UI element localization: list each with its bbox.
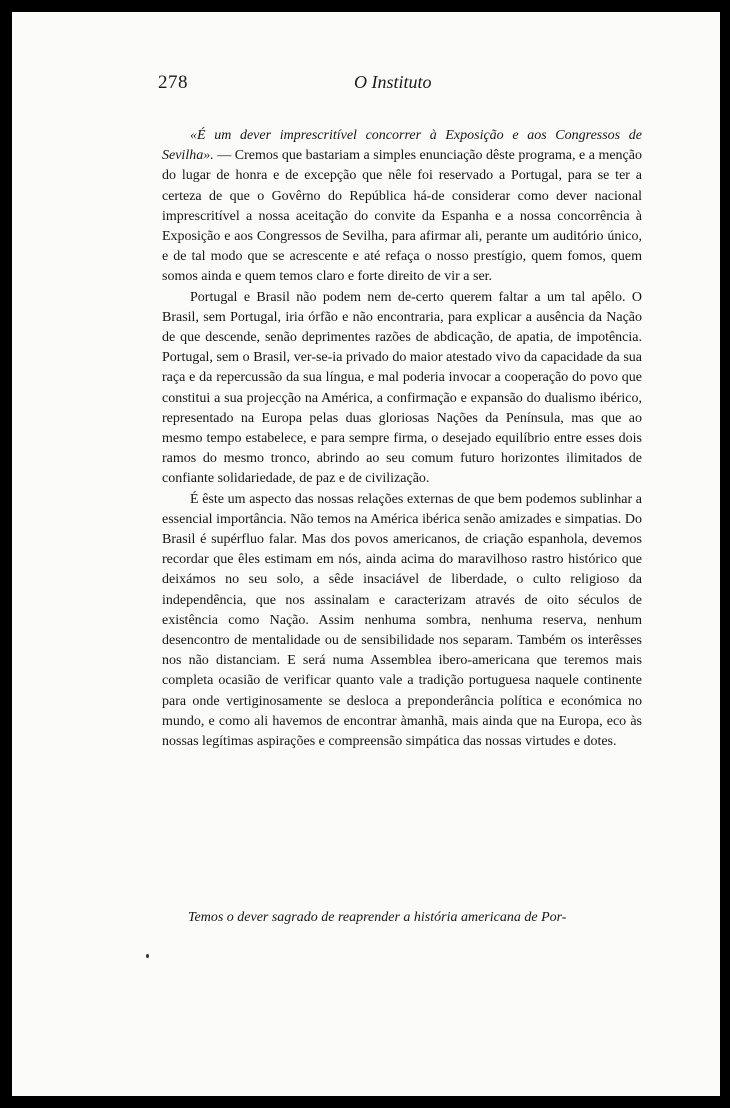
paragraph-1-text: — Cremos que bastariam a simples enunciação dêste programa, e a menção do lugar de honra e de excepção que nêle foi reservado a Portugal, para se ter a certeza de que o Govêrno do República há-de considerar como dever nacional imprescritível a nossa aceitação do convite da Espanha e a nossa concorrência à Exposição e aos Congressos de Sevilha, para afirmar ali, perante um auditório único, e de tal modo que se acrescente e até refaça o nosso prestígio, quem fomos, quem somos ainda e quem temos claro e forte direito de vir a ser. <box>162 148 642 285</box>
paragraph-3: É êste um aspecto das nossas relações externas de que bem podemos sublinhar a essencial importância. Não temos na América ibérica senão amizades e simpatias. Do Brasil é supérfluo falar. Mas dos povos americanos, de criação espanhola, devemos recordar que êles estimam em nós, ainda acima do maravilhoso rastro histórico que deixámos no seu solo, a sêde insaciável de liberdade, o culto religioso da independência, que nos assinalam e caracterizam através de oito séculos de existência como Nação. Assim nenhuma sombra, nenhuma reserva, nenhum desencontro de mentalidade ou de sensibilidade nos separam. Também os interêsses nos não distanciam. E será numa Assemblea ibero-americana que teremos mais completa ocasião de verificar quanto vale a tradição portuguesa naquele continente para onde vertiginosamente se desloca a preponderância política e económica no mundo, e como ali havemos de encontrar àmanhã, mais ainda que na Europa, eco às nossas legítimas aspirações e compreensão simpática das nossas virtudes e dotes. <box>162 491 642 750</box>
margin-mark <box>146 954 149 958</box>
paragraph-2: Portugal e Brasil não podem nem de-certo querem faltar a um tal apêlo. O Brasil, sem Portugal, iria órfão e não encontraria, para explicar a ausência da Nação de que descende, senão deprimentes razões de abdicação, de apatia, de impotência. Portugal, sem o Brasil, ver-se-ia privado do maior atestado vivo da capacidade da sua raça e da repercussão da sua língua, e mal poderia invocar a cooperação do povo que constitui a sua projecção na América, a confirmação e expansão do dualismo ibérico, representado na Europa pelas duas gloriosas Nações da Península, mas que ao mesmo tempo estabelece, e para sempre firma, o desejado equilíbrio entre esses dois ramos do mesmo tronco, abrindo ao seu comum futuro horizontes ilimitados de confiante solidariedade, de paz e de civilização. <box>162 289 642 487</box>
page-number: 278 <box>158 72 188 93</box>
body-text <box>162 126 642 752</box>
paragraph-1-lead: «É um dever imprescritível concorrer à Exposição e aos Congressos de Sevilha». <box>162 128 642 164</box>
page-header <box>158 72 658 102</box>
closing-line: Temos o dever sagrado de reaprender a história americana de Por- <box>188 910 567 925</box>
book-page <box>12 12 720 1096</box>
paragraph-1 <box>162 126 642 288</box>
running-title: O Instituto <box>354 72 432 92</box>
